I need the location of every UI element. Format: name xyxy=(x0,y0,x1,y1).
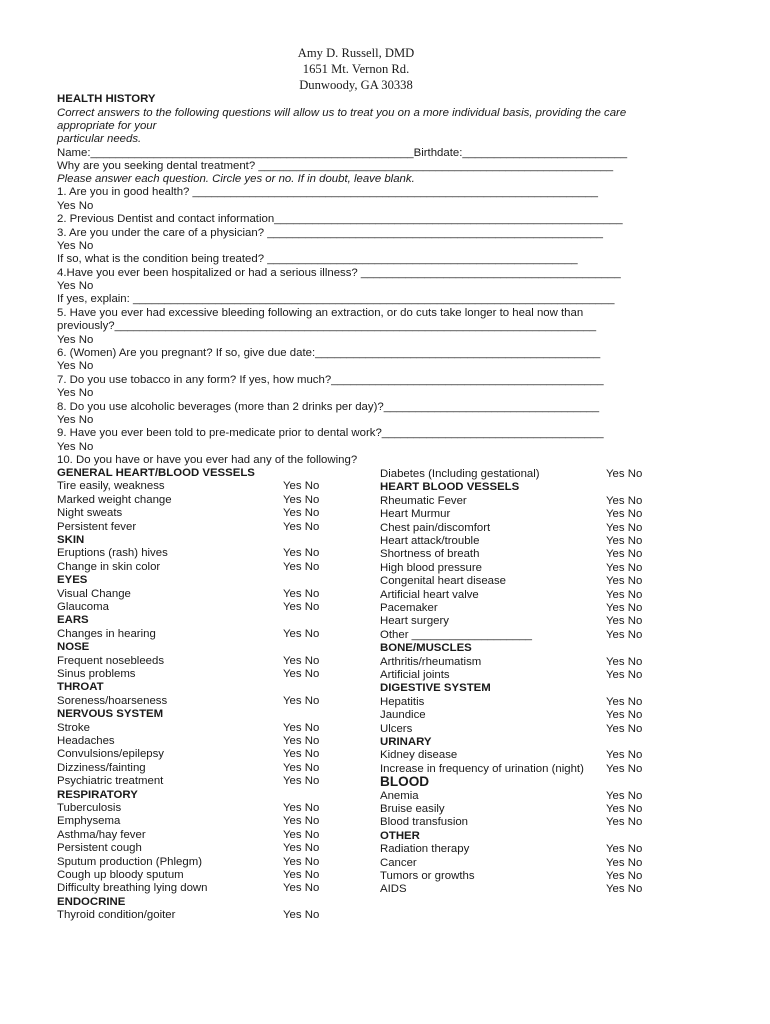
question-4[interactable]: 4.Have you ever been hospitalized or had a serious illness? _________________________________________ xyxy=(57,267,621,279)
condition-label-other: Other ___________________ xyxy=(380,628,533,641)
yes-no-radiation-therapy[interactable]: Yes No xyxy=(606,843,643,856)
condition-label-eruptions-rash-hives: Eruptions (rash) hives xyxy=(57,547,168,560)
section-heading-respiratory: RESPIRATORY xyxy=(57,788,138,801)
question-5: 5. Have you ever had excessive bleeding following an extraction, or do cuts take longer to heal now than xyxy=(57,307,584,319)
yes-no-change-in-skin-color[interactable]: Yes No xyxy=(283,560,320,573)
section-heading-blood: BLOOD xyxy=(380,774,430,790)
condition-label-congenital-heart-disease: Congenital heart disease xyxy=(380,575,507,588)
condition-label-tumors-or-growths: Tumors or growths xyxy=(380,870,475,882)
yes-no-cough-up-bloody-sputum[interactable]: Yes No xyxy=(283,869,320,881)
condition-label-shortness-of-breath: Shortness of breath xyxy=(380,548,480,561)
yes-no-changes-in-hearing[interactable]: Yes No xyxy=(283,627,320,640)
question-5-continued[interactable]: previously?____________________________________________________________________________ xyxy=(57,320,597,332)
question-6-yes-no[interactable]: Yes No xyxy=(57,360,94,372)
section-heading-nose: NOSE xyxy=(57,641,90,654)
yes-no-sputum-production-phlegm[interactable]: Yes No xyxy=(283,855,320,868)
yes-no-convulsions-epilepsy[interactable]: Yes No xyxy=(283,748,320,761)
yes-no-diabetes-including-gestational[interactable]: Yes No xyxy=(606,468,643,480)
question-3[interactable]: 3. Are you under the care of a physician? _____________________________________________________ xyxy=(57,227,603,239)
question-10: 10. Do you have or have you ever had any of the following? xyxy=(57,454,358,466)
intro-line-3: particular needs. xyxy=(57,133,142,145)
yes-no-rheumatic-fever[interactable]: Yes No xyxy=(606,494,643,507)
condition-label-ulcers: Ulcers xyxy=(380,722,413,735)
practice-city: Dunwoody, GA 30338 xyxy=(299,78,413,92)
condition-label-frequent-nosebleeds: Frequent nosebleeds xyxy=(57,654,165,667)
yes-no-visual-change[interactable]: Yes No xyxy=(283,587,320,600)
section-heading-throat: THROAT xyxy=(57,681,104,694)
section-heading-other: OTHER xyxy=(380,829,420,842)
condition-label-artificial-joints: Artificial joints xyxy=(380,669,450,681)
question-9[interactable]: 9. Have you ever been told to pre-medicate prior to dental work?___________________________________ xyxy=(57,427,604,439)
question-6[interactable]: 6. (Women) Are you pregnant? If so, give due date:_____________________________________________ xyxy=(57,347,601,359)
condition-label-kidney-disease: Kidney disease xyxy=(380,749,458,762)
yes-no-artificial-heart-valve[interactable]: Yes No xyxy=(606,588,643,601)
dental-treatment-reason-field[interactable]: Why are you seeking dental treatment? ________________________________________________________ xyxy=(57,160,614,172)
yes-no-arthritis-rheumatism[interactable]: Yes No xyxy=(606,655,643,668)
yes-no-marked-weight-change[interactable]: Yes No xyxy=(283,493,320,506)
condition-label-persistent-fever: Persistent fever xyxy=(57,520,137,533)
condition-label-soreness-hoarseness: Soreness/hoarseness xyxy=(57,694,168,707)
question-3-followup[interactable]: If so, what is the condition being treated? _________________________________________________ xyxy=(57,253,578,265)
section-heading-skin: SKIN xyxy=(57,534,85,546)
section-heading-endocrine: ENDOCRINE xyxy=(57,895,126,908)
condition-label-sputum-production-phlegm: Sputum production (Phlegm) xyxy=(57,855,202,868)
section-heading-digestive-system: DIGESTIVE SYSTEM xyxy=(380,682,491,695)
yes-no-heart-surgery[interactable]: Yes No xyxy=(606,615,643,628)
question-1-yes-no[interactable]: Yes No xyxy=(57,200,94,212)
yes-no-artificial-joints[interactable]: Yes No xyxy=(606,669,643,681)
question-5-yes-no[interactable]: Yes No xyxy=(57,334,94,346)
condition-label-chest-pain-discomfort: Chest pain/discomfort xyxy=(380,521,491,534)
yes-no-aids[interactable]: Yes No xyxy=(606,883,643,896)
condition-label-increase-in-frequency-of-urination-night: Increase in frequency of urination (night) xyxy=(380,762,584,775)
section-heading-ears: EARS xyxy=(57,614,89,627)
condition-label-convulsions-epilepsy: Convulsions/epilepsy xyxy=(57,748,165,761)
yes-no-eruptions-rash-hives[interactable]: Yes No xyxy=(283,547,320,560)
section-heading-nervous-system: NERVOUS SYSTEM xyxy=(57,708,164,721)
condition-label-emphysema: Emphysema xyxy=(57,815,121,828)
intro-line-2: appropriate for your xyxy=(57,120,157,132)
yes-no-psychiatric-treatment[interactable]: Yes No xyxy=(283,775,320,788)
yes-no-tire-easily-weakness[interactable]: Yes No xyxy=(283,480,320,493)
yes-no-thyroid-condition-goiter[interactable]: Yes No xyxy=(283,909,320,922)
yes-no-difficulty-breathing-lying-down[interactable]: Yes No xyxy=(283,882,320,895)
practice-name: Amy D. Russell, DMD xyxy=(297,46,415,60)
yes-no-other[interactable]: Yes No xyxy=(606,628,643,641)
condition-label-stroke: Stroke xyxy=(57,721,90,734)
question-8[interactable]: 8. Do you use alcoholic beverages (more than 2 drinks per day)?__________________________________ xyxy=(57,401,600,413)
yes-no-headaches[interactable]: Yes No xyxy=(283,735,320,747)
yes-no-hepatitis[interactable]: Yes No xyxy=(606,695,643,708)
yes-no-tumors-or-growths[interactable]: Yes No xyxy=(606,870,643,882)
yes-no-increase-in-frequency-of-urination-night[interactable]: Yes No xyxy=(606,762,643,775)
yes-no-high-blood-pressure[interactable]: Yes No xyxy=(606,561,643,574)
condition-label-arthritis-rheumatism: Arthritis/rheumatism xyxy=(380,655,482,668)
form-title: HEALTH HISTORY xyxy=(57,93,156,105)
yes-no-blood-transfusion[interactable]: Yes No xyxy=(606,816,643,829)
yes-no-anemia[interactable]: Yes No xyxy=(606,789,643,802)
condition-label-asthma-hay-fever: Asthma/hay fever xyxy=(57,828,146,841)
condition-label-tuberculosis: Tuberculosis xyxy=(57,802,122,814)
condition-label-cough-up-bloody-sputum: Cough up bloody sputum xyxy=(57,869,184,881)
question-7[interactable]: 7. Do you use tobacco in any form? If yes, how much?___________________________________________ xyxy=(57,374,604,386)
condition-label-pacemaker: Pacemaker xyxy=(380,602,438,614)
yes-no-tuberculosis[interactable]: Yes No xyxy=(283,802,320,814)
yes-no-ulcers[interactable]: Yes No xyxy=(606,722,643,735)
instruction-text: Please answer each question. Circle yes or no. If in doubt, leave blank. xyxy=(57,173,415,185)
yes-no-jaundice[interactable]: Yes No xyxy=(606,709,643,722)
condition-label-glaucoma: Glaucoma xyxy=(57,601,109,613)
condition-label-hepatitis: Hepatitis xyxy=(380,695,425,708)
section-heading-heart-blood-vessels: HEART BLOOD VESSELS xyxy=(380,481,520,494)
yes-no-congenital-heart-disease[interactable]: Yes No xyxy=(606,575,643,588)
yes-no-pacemaker[interactable]: Yes No xyxy=(606,602,643,614)
condition-label-visual-change: Visual Change xyxy=(57,587,131,600)
condition-label-blood-transfusion: Blood transfusion xyxy=(380,816,469,829)
yes-no-night-sweats[interactable]: Yes No xyxy=(283,507,320,520)
question-4-followup[interactable]: If yes, explain: ____________________________________________________________________________ xyxy=(57,293,615,305)
condition-label-diabetes-including-gestational: Diabetes (Including gestational) xyxy=(380,468,540,480)
practice-street: 1651 Mt. Vernon Rd. xyxy=(302,62,410,76)
yes-no-persistent-fever[interactable]: Yes No xyxy=(283,520,320,533)
condition-label-bruise-easily: Bruise easily xyxy=(380,803,445,815)
question-3-yes-no[interactable]: Yes No xyxy=(57,240,94,252)
condition-label-changes-in-hearing: Changes in hearing xyxy=(57,627,156,640)
condition-label-headaches: Headaches xyxy=(57,735,115,747)
yes-no-kidney-disease[interactable]: Yes No xyxy=(606,749,643,762)
condition-label-rheumatic-fever: Rheumatic Fever xyxy=(380,494,467,507)
condition-label-high-blood-pressure: High blood pressure xyxy=(380,561,482,574)
yes-no-asthma-hay-fever[interactable]: Yes No xyxy=(283,828,320,841)
question-2[interactable]: 2. Previous Dentist and contact information_______________________________________________________ xyxy=(57,213,623,225)
yes-no-sinus-problems[interactable]: Yes No xyxy=(283,668,320,680)
condition-label-psychiatric-treatment: Psychiatric treatment xyxy=(57,775,164,788)
condition-label-heart-surgery: Heart surgery xyxy=(380,615,450,628)
condition-label-tire-easily-weakness: Tire easily, weakness xyxy=(57,480,165,493)
condition-label-dizziness-fainting: Dizziness/fainting xyxy=(57,761,146,774)
section-heading-eyes: EYES xyxy=(57,574,88,587)
intro-line-1: Correct answers to the following questions will allow us to treat you on a more individual basis, providing the care xyxy=(57,107,627,119)
section-heading-bone-muscles: BONE/MUSCLES xyxy=(380,642,472,655)
yes-no-heart-murmur[interactable]: Yes No xyxy=(606,508,643,521)
condition-label-sinus-problems: Sinus problems xyxy=(57,668,136,680)
condition-label-radiation-therapy: Radiation therapy xyxy=(380,843,470,856)
question-1[interactable]: 1. Are you in good health? ________________________________________________________________ xyxy=(57,186,598,198)
condition-label-change-in-skin-color: Change in skin color xyxy=(57,560,161,573)
condition-label-jaundice: Jaundice xyxy=(380,709,426,722)
condition-label-night-sweats: Night sweats xyxy=(57,507,123,520)
question-9-yes-no[interactable]: Yes No xyxy=(57,441,94,453)
condition-label-marked-weight-change: Marked weight change xyxy=(57,493,172,506)
condition-label-difficulty-breathing-lying-down: Difficulty breathing lying down xyxy=(57,882,208,895)
question-7-yes-no[interactable]: Yes No xyxy=(57,387,94,399)
yes-no-stroke[interactable]: Yes No xyxy=(283,721,320,734)
yes-no-glaucoma[interactable]: Yes No xyxy=(283,601,320,613)
question-8-yes-no[interactable]: Yes No xyxy=(57,414,94,426)
yes-no-dizziness-fainting[interactable]: Yes No xyxy=(283,761,320,774)
section-heading-urinary: URINARY xyxy=(380,736,432,748)
condition-label-thyroid-condition-goiter: Thyroid condition/goiter xyxy=(57,909,176,922)
condition-label-heart-attack-trouble: Heart attack/trouble xyxy=(380,535,480,547)
condition-label-anemia: Anemia xyxy=(380,789,419,802)
condition-label-heart-murmur: Heart Murmur xyxy=(380,508,451,521)
condition-label-aids: AIDS xyxy=(380,883,407,896)
yes-no-shortness-of-breath[interactable]: Yes No xyxy=(606,548,643,561)
yes-no-persistent-cough[interactable]: Yes No xyxy=(283,842,320,855)
yes-no-soreness-hoarseness[interactable]: Yes No xyxy=(283,694,320,707)
name-birthdate-field[interactable]: Name:___________________________________________________Birthdate:__________________________ xyxy=(57,147,628,159)
condition-label-cancer: Cancer xyxy=(380,856,417,869)
section-heading-general-heart-blood-vessels: GENERAL HEART/BLOOD VESSELS xyxy=(57,467,255,479)
yes-no-emphysema[interactable]: Yes No xyxy=(283,815,320,828)
yes-no-chest-pain-discomfort[interactable]: Yes No xyxy=(606,521,643,534)
condition-label-artificial-heart-valve: Artificial heart valve xyxy=(380,588,479,601)
question-4-yes-no[interactable]: Yes No xyxy=(57,280,94,292)
yes-no-cancer[interactable]: Yes No xyxy=(606,856,643,869)
yes-no-heart-attack-trouble[interactable]: Yes No xyxy=(606,535,643,547)
condition-label-persistent-cough: Persistent cough xyxy=(57,842,142,855)
yes-no-bruise-easily[interactable]: Yes No xyxy=(606,803,643,815)
yes-no-frequent-nosebleeds[interactable]: Yes No xyxy=(283,654,320,667)
